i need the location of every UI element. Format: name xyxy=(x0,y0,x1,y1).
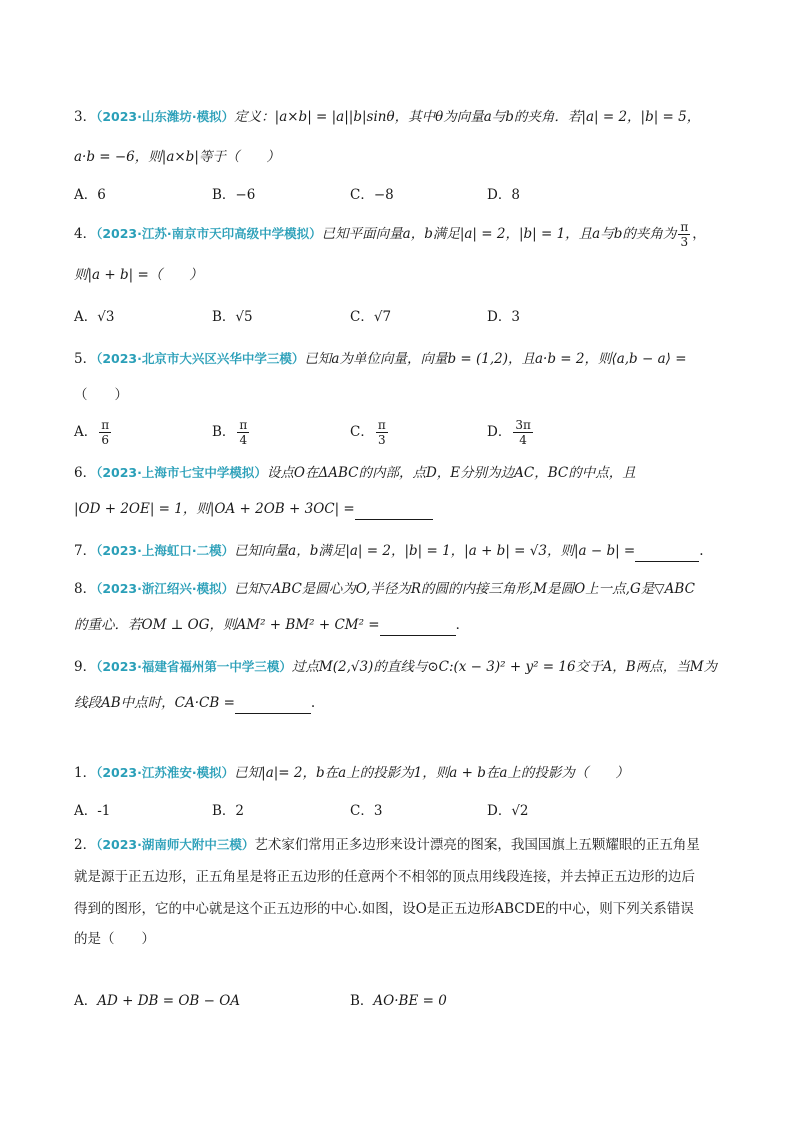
q4-line2 xyxy=(74,264,203,286)
q1-option-a: A．-1 xyxy=(74,803,111,819)
q4-option-b: B．√5 xyxy=(212,309,253,325)
q8-line2: 的重心．若OM ⊥ OG，则AM² + BM² + CM² = ． xyxy=(74,614,469,636)
q3-option-a: A．6 xyxy=(74,187,106,203)
q9-line2: 线段AB中点时，CA·CB = . xyxy=(74,692,315,714)
q3-line1 xyxy=(74,106,700,128)
q6-number: 6． xyxy=(74,465,97,481)
q3-option-d: D．8 xyxy=(487,187,520,203)
q4-angle-fraction: $\frac{\pi}{3}$ xyxy=(680,220,689,249)
q5-option-b: B． $\frac{\pi}{4}$ xyxy=(212,418,248,447)
q9-text1: 过点M(2,√3)的直线与⊙C:(x − 3)² + y² = 16交于A，B两点，当M为 xyxy=(291,659,718,675)
q6-text2: |OD + 2OE| = 1，则|OA + 2OB + 3OC| = xyxy=(74,501,355,517)
q3-text1: 定义：|a×b| = |a||b|sinθ，其中θ为向量a与b的夹角．若|a| = 2，|b| = 5， xyxy=(234,109,701,125)
q8-answer-blank[interactable] xyxy=(380,619,456,636)
q5-option-a: A． $\frac{\pi}{6}$ xyxy=(74,418,110,447)
q1-option-d: D．√2 xyxy=(487,803,529,819)
q2-text2: 就是源于正五边形，正五角星是将正五边形的任意两个不相邻的顶点用线段连接，并去掉正五边形的边后 xyxy=(74,869,695,885)
q6-text1: 设点O在ΔABC的内部，点D，E分别为边AC，BC的中点，且 xyxy=(266,465,636,481)
q2-option-a: A．AD + DB = OB − OA xyxy=(74,993,241,1009)
q3-number: 3． xyxy=(74,109,97,125)
q5-text1: 已知a为单位向量，向量b = (1,2)，且a·b = 2，则⟨a,b − a⟩ = xyxy=(304,351,687,367)
q5-text2: （ ） xyxy=(74,387,128,403)
q7-number: 7． xyxy=(74,543,97,559)
q6-source: （2023·上海市七宝中学模拟） xyxy=(96,465,267,480)
q7-line1: 7．（2023·上海虹口·二模）已知向量a，b满足|a| = 2，|b| = 1，|a + b| = √3，则|a − b| = . xyxy=(74,540,704,562)
q2-text3: 得到的图形，它的中心就是这个正五边形的中心.如图，设O是正五边形ABCDE的中心，则下列关系错误 xyxy=(74,901,694,917)
q3-text2: a·b = −6，则|a×b|等于（ ） xyxy=(74,149,280,165)
q4-number: 4． xyxy=(74,226,97,242)
q1-source: （2023·江苏淮安·模拟） xyxy=(96,765,235,780)
q8-line1 xyxy=(74,578,695,600)
q7-source: （2023·上海虹口·二模） xyxy=(96,543,235,558)
q9-answer-blank[interactable] xyxy=(235,697,311,714)
q8-source: （2023·浙江绍兴·模拟） xyxy=(96,581,235,596)
q3-option-b: B．−6 xyxy=(212,187,256,203)
q6-line1 xyxy=(74,462,636,484)
q4-source: （2023·江苏·南京市天印高级中学模拟） xyxy=(96,226,322,241)
q4-option-d: D．3 xyxy=(487,309,520,325)
q8-text1: 已知▽ABC是圆心为O,半径为R的圆的内接三角形,M是圆O上一点,G是▽ABC xyxy=(234,581,695,597)
q9-number: 9． xyxy=(74,659,97,675)
q8-text2: 的重心．若OM ⊥ OG，则AM² + BM² + CM² = xyxy=(74,617,380,633)
q3-line2 xyxy=(74,146,280,168)
q9-line1 xyxy=(74,656,717,678)
q2-text1: 艺术家们常用正多边形来设计漂亮的图案，我国国旗上五颗耀眼的正五角星 xyxy=(254,837,700,853)
q6-line2 xyxy=(74,498,433,520)
q2-option-b: B．AO·BE = 0 xyxy=(350,993,447,1009)
q9-text2: 线段AB中点时，CA·CB = xyxy=(74,695,235,711)
q3-source: （2023·山东潍坊·模拟） xyxy=(96,109,235,124)
q2-source: （2023·湖南师大附中三模） xyxy=(96,837,255,852)
q5-option-d: D． $\frac{3\pi}{4}$ xyxy=(487,418,531,447)
q2-line4 xyxy=(74,928,155,950)
q6-answer-blank[interactable] xyxy=(355,503,433,520)
q1-option-c: C．3 xyxy=(350,803,383,819)
q1-line1 xyxy=(74,762,629,784)
q4-text2: 则|a + b| =（ ） xyxy=(74,267,203,283)
q2-number: 2． xyxy=(74,837,97,853)
q5-option-c: C． $\frac{\pi}{3}$ xyxy=(350,418,386,447)
q2-line1 xyxy=(74,834,700,856)
q4-option-a: A．√3 xyxy=(74,309,115,325)
q1-option-b: B．2 xyxy=(212,803,245,819)
q4-line1: 4．（2023·江苏·南京市天印高级中学模拟）已知平面向量a，b满足|a| = 2，|b| = 1，且a与b的夹角为 $\frac{\pi}{3}$ ， xyxy=(74,220,706,249)
q4-option-c: C．√7 xyxy=(350,309,392,325)
q3-option-c: C．−8 xyxy=(350,187,394,203)
q2-line2 xyxy=(74,866,695,888)
q7-answer-blank[interactable] xyxy=(635,545,699,562)
q1-number: 1． xyxy=(74,765,97,781)
q4-text1: 已知平面向量a，b满足|a| = 2，|b| = 1，且a与b的夹角为 xyxy=(321,226,677,242)
q5-line2 xyxy=(74,384,128,406)
q5-source: （2023·北京市大兴区兴华中学三模） xyxy=(96,351,305,366)
q2-line3 xyxy=(74,898,694,920)
q5-line1 xyxy=(74,348,687,370)
q2-text4: 的是（ ） xyxy=(74,931,155,947)
q7-text1: 已知向量a，b满足|a| = 2，|b| = 1，|a + b| = √3，则|a − b| = xyxy=(234,543,636,559)
q9-source: （2023·福建省福州第一中学三模） xyxy=(96,659,292,674)
q1-text1: 已知|a|= 2，b在a上的投影为1，则a + b在a上的投影为（ ） xyxy=(234,765,629,781)
q5-number: 5． xyxy=(74,351,97,367)
q8-number: 8． xyxy=(74,581,97,597)
